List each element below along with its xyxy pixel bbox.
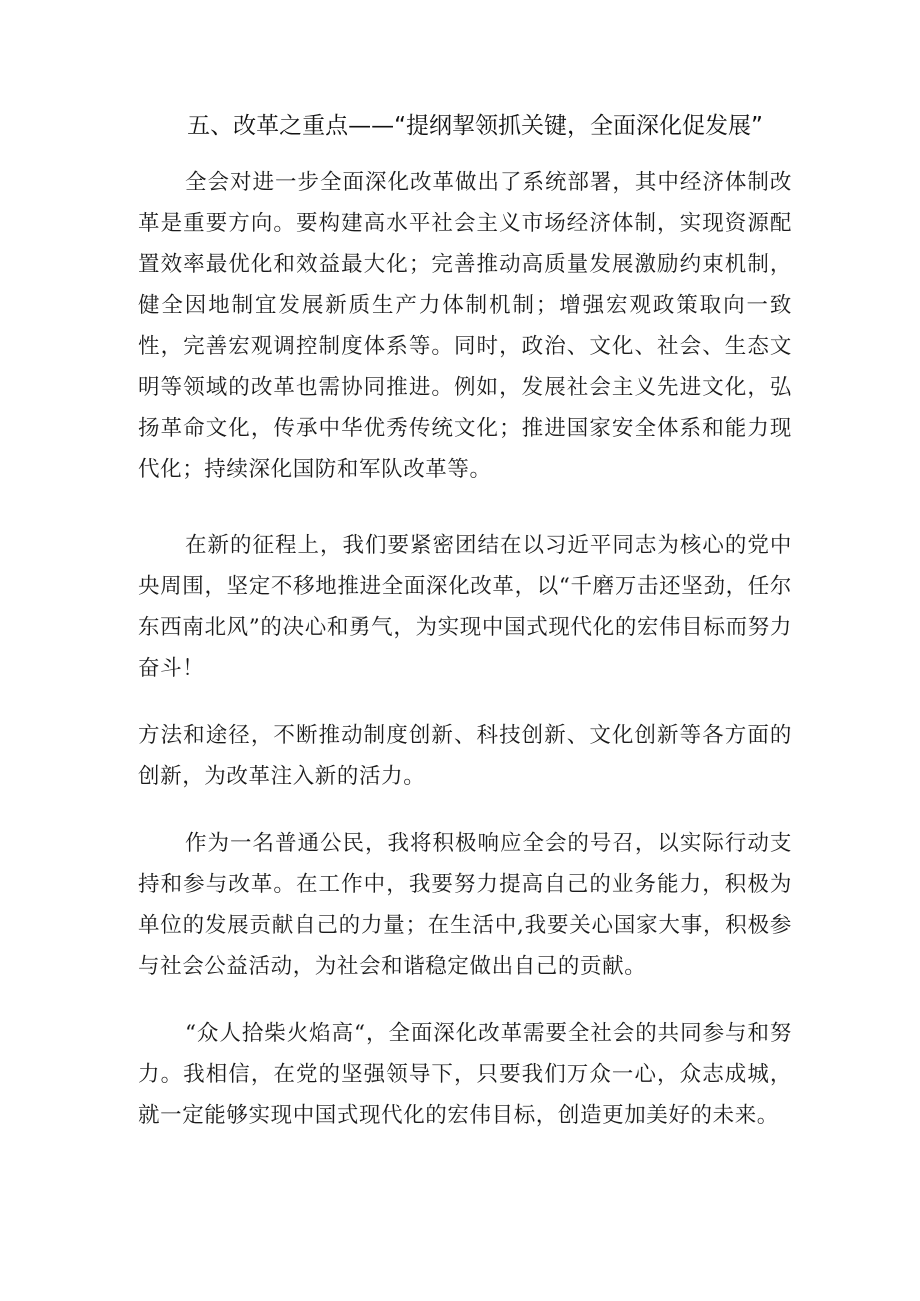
paragraph-innovation-methods: 方法和途径，不断推动制度创新、科技创新、文化创新等各方面的创新，为改革注入新的活力。: [138, 723, 792, 789]
paragraph-conclusion: “众人拾柴火焰高“，全面深化改革需要全社会的共同参与和努力。我相信，在党的坚强领导下，只要我们万众一心，众志成城，就一定能够实现中国式现代化的宏伟目标，创造更加美好的未来。: [138, 1021, 792, 1128]
paragraph-reform-deployment: 全会对进一步全面深化改革做出了系统部署，其中经济体制改革是重要方向。要构建高水平社会主义市场经济体制，实现资源配置效率最优化和效益最大化；完善推动高质量发展激励约束机制，健全因地制宜发展新质生产力体制机制；增强宏观政策取向一致性，完善宏观调控制度体系等。同时，政治、文化、社会、生态文明等领域的改革也需协同推进。例如，发展社会主义先进文化，弘扬革命文化，传承中华优秀传统文化；推进国家安全体系和能力现代化；持续深化国防和军队改革等。: [138, 170, 792, 482]
section-heading: 五、改革之重点——“提纲挈领抓关键，全面深化促发展”: [187, 113, 763, 139]
paragraph-citizen-role: 作为一名普通公民，我将积极响应全会的号召，以实际行动支持和参与改革。在工作中，我要努力提高自己的业务能力，积极为单位的发展贡献自己的力量；在生活中,我要关心国家大事，积极参与社会公益活动，为社会和谐稳定做出自己的贡献。: [138, 831, 792, 979]
paragraph-new-journey: 在新的征程上，我们要紧密团结在以习近平同志为核心的党中央周围，坚定不移地推进全面深化改革，以“千磨万击还坚劲，任尔东西南北风”的决心和勇气，为实现中国式现代化的宏伟目标而努力奋斗！: [138, 533, 792, 681]
